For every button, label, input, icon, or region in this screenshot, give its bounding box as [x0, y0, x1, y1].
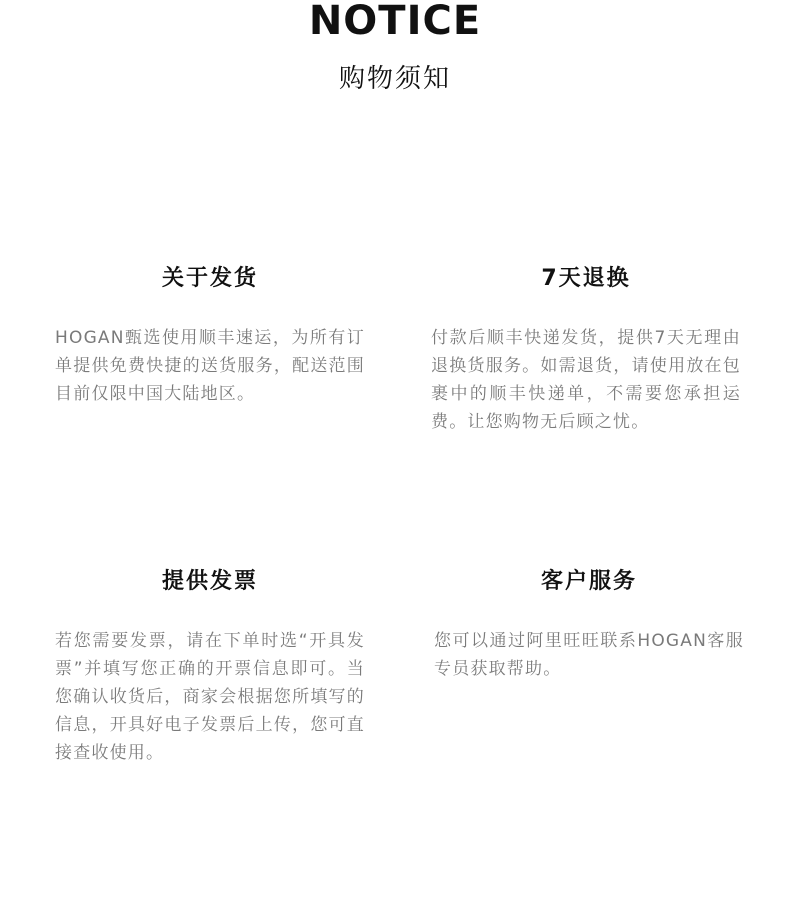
section-delivery — [55, 264, 365, 408]
section-body-service: 您可以通过阿里旺旺联系HOGAN客服专员获取帮助。 — [434, 631, 744, 679]
section-service — [434, 567, 744, 683]
notice-subtitle: 购物须知 — [338, 64, 451, 94]
section-body-invoice: 若您需要发票，请在下单时选“开具发票”并填写您正确的开票信息即可。当您确认收货后，商家会根据您所填写的信息，开具好电子发票后上传，您可直接查收使用。 — [55, 631, 365, 763]
notice-title: NOTICE — [308, 0, 482, 44]
section-body-return: 付款后顺丰快递发货，提供7天无理由退换货服务。如需退货，请使用放在包裹中的顺丰快递单，不需要您承担运费。让您购物无后顾之忧。 — [431, 328, 741, 432]
section-return — [431, 264, 741, 436]
section-invoice — [55, 567, 365, 767]
section-heading-invoice: 提供发票 — [161, 569, 258, 594]
section-heading-delivery: 关于发货 — [161, 266, 258, 291]
section-heading-service: 客户服务 — [540, 569, 637, 594]
section-body-delivery: HOGAN甄选使用顺丰速运，为所有订单提供免费快捷的送货服务，配送范围目前仅限中国大陆地区。 — [55, 328, 365, 404]
section-heading-return: 7天退换 — [541, 266, 631, 291]
